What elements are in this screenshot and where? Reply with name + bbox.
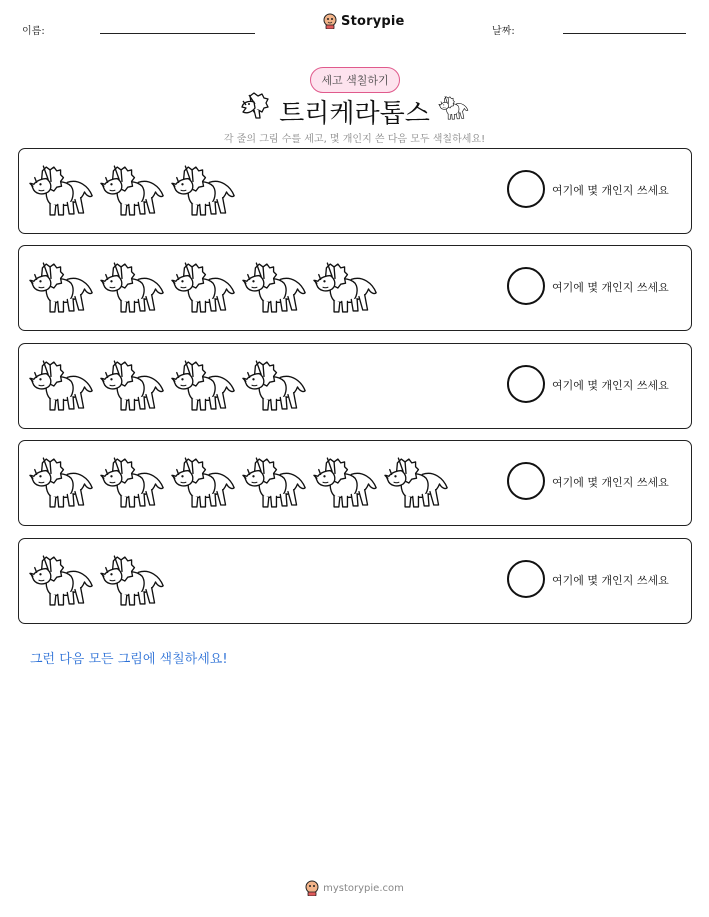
brand-name: Storypie [341,13,405,29]
answer-circle[interactable] [507,365,545,403]
worksheet-badge: 세고 색칠하기 [310,67,400,93]
triceratops-icon[interactable] [242,455,309,511]
dino-group [29,260,380,316]
triceratops-icon[interactable] [313,455,380,511]
date-line[interactable] [563,33,686,34]
triceratops-icon[interactable] [242,260,309,316]
triceratops-icon[interactable] [171,358,238,414]
triceratops-icon[interactable] [29,553,96,609]
triceratops-icon[interactable] [313,260,380,316]
count-row [18,343,692,429]
triceratops-icon[interactable] [29,260,96,316]
answer-label: 여기에 몇 개인지 쓰세요 [552,281,669,294]
brand-logo [323,13,405,29]
count-row [18,148,692,234]
triceratops-icon[interactable] [100,163,167,219]
answer-circle[interactable] [507,267,545,305]
count-row [18,440,692,526]
name-label: 이름: [22,26,45,37]
answer-label: 여기에 몇 개인지 쓰세요 [552,184,669,197]
triceratops-icon[interactable] [384,455,451,511]
triceratops-icon[interactable] [29,358,96,414]
answer-circle[interactable] [507,170,545,208]
triceratops-icon [437,95,471,121]
coloring-instruction: 그런 다음 모든 그림에 색칠하세요! [30,652,228,667]
triceratops-icon[interactable] [29,163,96,219]
triceratops-icon[interactable] [100,455,167,511]
count-row [18,538,692,624]
triceratops-icon[interactable] [100,553,167,609]
worksheet-subtitle: 각 줄의 그림 수를 세고, 몇 개인지 쓴 다음 모두 색칠하세요! [223,134,486,145]
dino-group [29,455,451,511]
triceratops-icon[interactable] [171,455,238,511]
answer-circle[interactable] [507,560,545,598]
answer-label: 여기에 몇 개인지 쓰세요 [552,379,669,392]
triceratops-icon[interactable] [171,163,238,219]
triceratops-icon[interactable] [29,455,96,511]
answer-label: 여기에 몇 개인지 쓰세요 [552,574,669,587]
answer-circle[interactable] [507,462,545,500]
worksheet-title: 트리케라톱스 [279,99,430,129]
storypie-mascot-icon [323,13,337,29]
triceratops-icon[interactable] [171,260,238,316]
dino-group [29,358,309,414]
triceratops-icon[interactable] [100,260,167,316]
date-label: 날짜: [492,26,515,37]
count-row [18,245,692,331]
storypie-mascot-icon [305,880,319,896]
triceratops-icon[interactable] [100,358,167,414]
triceratops-icon[interactable] [242,358,309,414]
dino-group [29,553,167,609]
footer-url: mystorypie.com [323,882,404,894]
answer-label: 여기에 몇 개인지 쓰세요 [552,476,669,489]
dino-group [29,163,238,219]
name-line[interactable] [100,33,255,34]
footer [0,880,709,896]
